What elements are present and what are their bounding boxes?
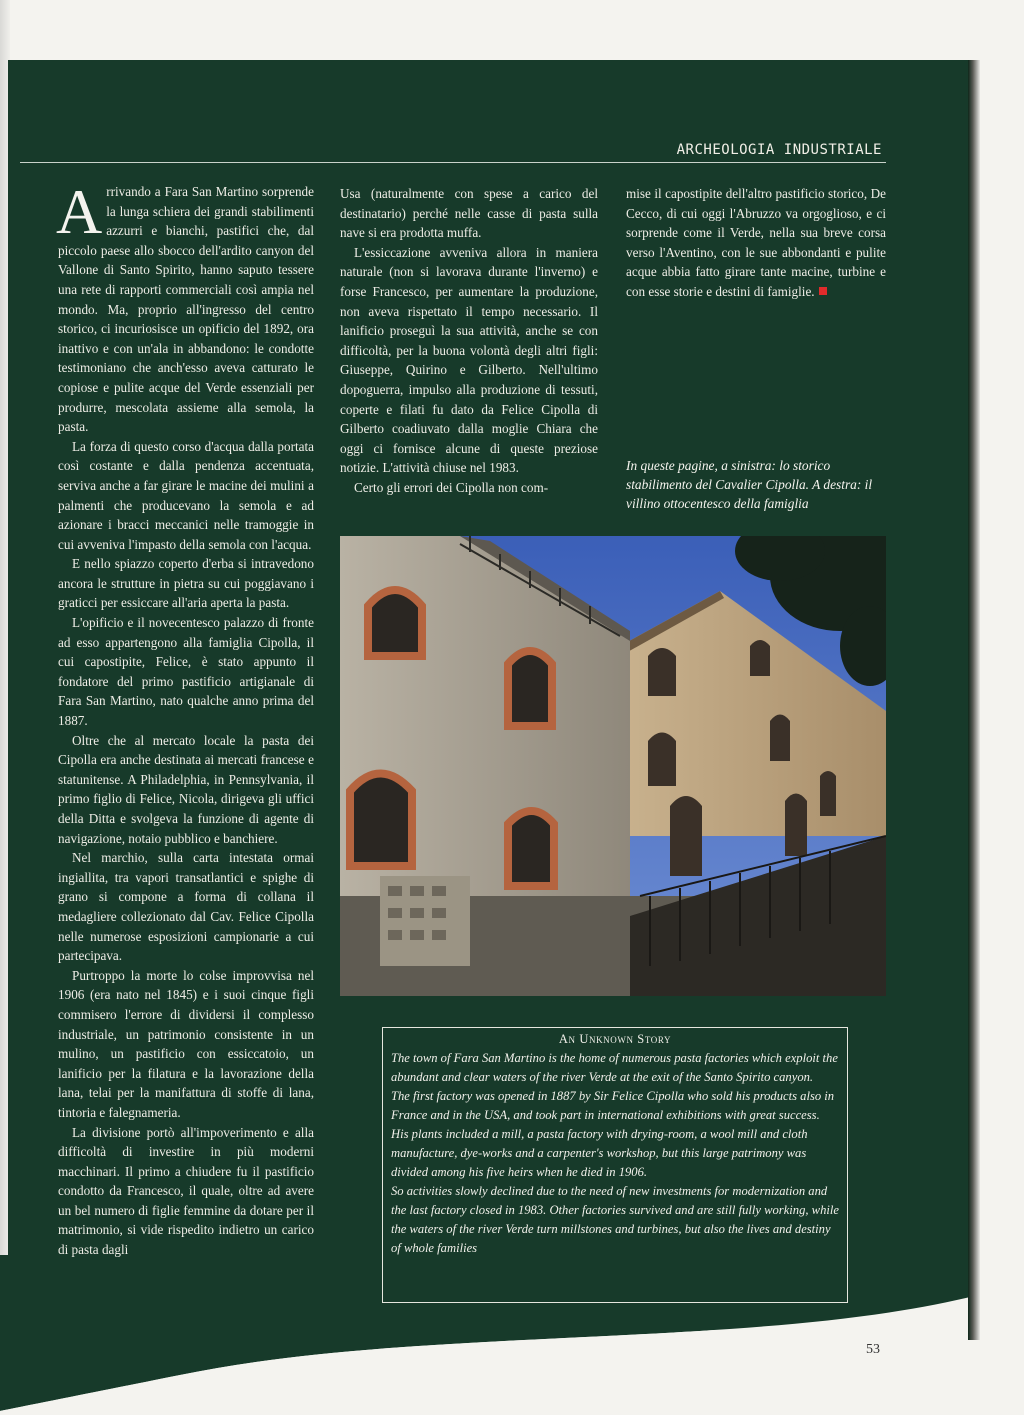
paragraph: Certo gli errori dei Cipolla non com- [354, 479, 549, 495]
article-column-3 [626, 184, 886, 302]
paragraph: E nello spiazzo coperto d'erba si intravedono ancora le strutture in pietra su cui poggiavano i graticci per essiccare all'aria aperta la pasta. [58, 556, 314, 611]
box-paragraph: The first factory was opened in 1887 by Sir Felice Cipolla who sold his products also in France and in the USA, and took part in international exhibitions with great success. His plants included a mill, a pasta factory with drying-room, a wool mill and cloth manufacture, dye-works and a carpenter's workshop, but this large patrimony was divided among his five heirs when he died in 1906. [391, 1089, 835, 1179]
paragraph: La forza di questo corso d'acqua dalla portata così costante e dalla pendenza accentuata, serviva anche a far girare le macine dei mulini a palmenti che producevano la semola e ad azionare i bracci meccanici nelle tramoggie in cui avveniva l'impasto della semola con l'acqua. [58, 438, 314, 552]
paragraph: L'opificio e il novecentesco palazzo di fronte ad esso appartengono alla famiglia Cipolla, il cui capostipite, Felice, è stato appunto il fondatore del primo pastificio artigianale di Fara San Martino, nato qualche anno prima del 1887. [58, 615, 314, 729]
paragraph: Usa (naturalmente con spese a carico del destinatario) perché nelle casse di pasta sulla nave si era prodotta muffa. [340, 186, 598, 241]
header-rule [20, 162, 886, 163]
box-paragraph: So activities slowly declined due to the need of new investments for modernization and the last factory closed in 1983. Other factories survived and are still fully working, while the waters of the river Verde turn millstones and turbines, but also the lives and destiny of whole families [391, 1184, 839, 1255]
article-column-2 [340, 184, 598, 498]
section-header: ARCHEOLOGIA INDUSTRIALE [676, 142, 882, 158]
page-number: 53 [866, 1342, 880, 1357]
building-illustration [340, 536, 886, 996]
paragraph: L'essiccazione avveniva allora in maniera naturale (non si lavorava durante l'inverno) e forse Francesco, per aumentare la produzione, non aveva rispettato il tempo necessario. Il lanificio proseguì la sua attività, anche se con difficoltà, per la buona volontà degli altri figli: Giuseppe, Quirino e Gilberto. Nell'ultimo dopoguerra, impulso alla produzione di tessuti, coperte e filati fu dato da Felice Cipolla di Gilberto coadiuvato dalla moglie Chiara che oggi ci fornisce alcune di queste preziose notizie. L'attività chiuse nel 1983. [340, 244, 598, 476]
page-edge-shadow [968, 60, 980, 1340]
box-body [391, 1049, 839, 1258]
english-summary-box [382, 1027, 848, 1303]
end-of-article-mark [819, 287, 827, 295]
box-paragraph: The town of Fara San Martino is the home of numerous pasta factories which exploit the abundant and clear waters of the river Verde at the exit of the Santo Spirito canyon. [391, 1051, 838, 1084]
paragraph: La divisione portò all'impoverimento e alla difficoltà di investire in più moderni macchinari. Il primo a chiudere fu il pastificio condotto da Francesco, il quale, oltre ad avere un bel numero di figlie femmine da dotare per il matrimonio, si vide rispedito indietro un carico di pasta dagli [58, 1124, 314, 1258]
paragraph-text: rrivando a Fara San Martino sorprende la lunga schiera dei grandi stabilimenti azzurri e bianchi, pastifici che, dal piccolo paese allo sbocco dell'ardito canyon del Vallone di Santo Spirito, hanno saputo tessere una rete di rapporti commerciali così ampia nel mondo. Ma, proprio all'ingresso del centro storico, ci incuriosisce un opificio del 1892, ora inattivo e con un'ala in abbandono: le condotte testimoniano che anch'esso aveva catturato le copiose e pulite acque del Verde essenziali per produrre, mescolata assieme alla semola, la pasta. [58, 184, 314, 435]
paragraph-text: mise il capostipite dell'altro pastificio storico, De Cecco, di cui oggi l'Abruzzo va orgoglioso, e ci sorprende come il Verde, nella sua breve corsa verso l'Aventino, con le sue abbondanti e pulite acque abbia fatto girare tante macine, turbine e con esse storie e destini di famiglie. [626, 186, 886, 299]
paragraph: Nel marchio, sulla carta intestata ormai ingiallita, tra vapori transatlantici e spighe di grano si compone a forma di collana il medagliere collezionato dal Cav. Felice Cipolla nelle numerose esposizioni campionarie a cui partecipava. [58, 850, 314, 964]
drop-cap: A [56, 176, 103, 247]
box-title: An Unknown Story [558, 1032, 672, 1046]
paragraph [626, 184, 886, 302]
paragraph: Purtroppo la morte lo colse improvvisa nel 1906 (era nato nel 1845) e i suoi cinque figli commisero l'errore di dividersi il complesso industriale, un patrimonio consistente in un mulino, un pastificio con essiccatoio, un lanificio per la filatura e la lavorazione della lana, telai per la manifattura di stoffe di lana, tintoria e falegnameria. [58, 967, 314, 1120]
photo-caption: In queste pagine, a sinistra: lo storico stabilimento del Cavalier Cipolla. A destra: il villino ottocentesco della famiglia [626, 458, 873, 511]
building-photo [340, 536, 886, 996]
paragraph [56, 176, 314, 437]
article-column-1 [56, 176, 314, 1260]
paragraph: Oltre che al mercato locale la pasta dei Cipolla era anche destinata ai mercati francese e statunitense. A Philadelphia, in Pennsylvania, il primo figlio di Felice, Nicola, dirigeva gli uffici della Ditta e svolgeva la funzione di agente di navigazione, notaio pubblico e banchiere. [58, 732, 314, 846]
